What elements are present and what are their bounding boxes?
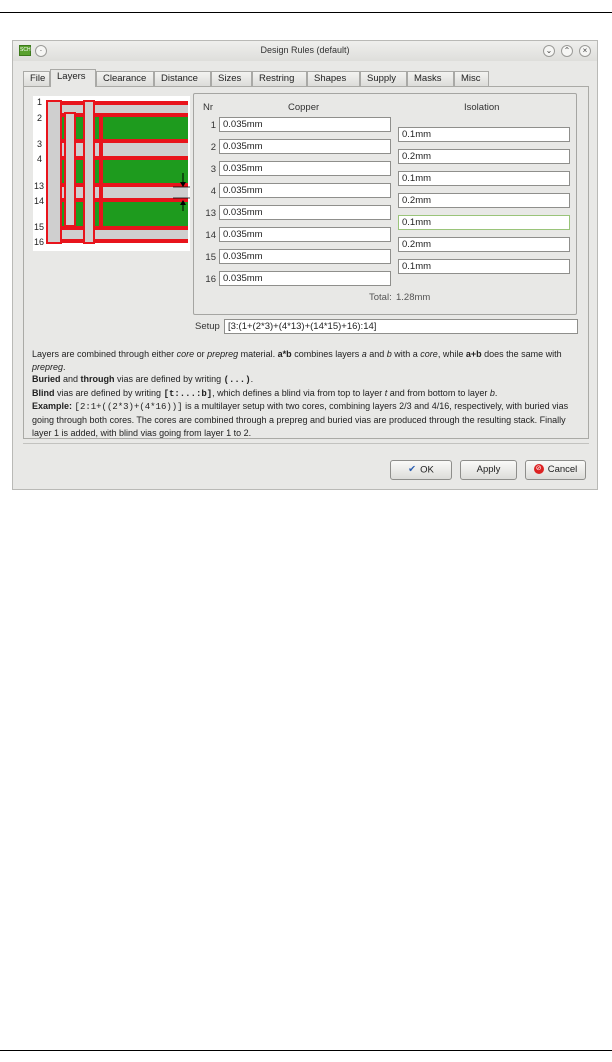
ok-button[interactable] xyxy=(390,460,452,480)
stack-label: 15 xyxy=(34,222,45,232)
tab-misc[interactable]: Misc xyxy=(454,71,489,86)
nr-column-header: Nr xyxy=(203,102,214,113)
isolation-column-header: Isolation xyxy=(464,102,500,113)
apply-button[interactable] xyxy=(460,460,517,480)
window-title: Design Rules (default) xyxy=(260,45,350,55)
layer-stack-diagram xyxy=(33,96,190,251)
layer-nr: 13 xyxy=(205,208,216,219)
copper-thickness-field[interactable]: 0.035mm xyxy=(219,249,391,264)
isolation-thickness-field[interactable]: 0.1mm xyxy=(398,215,570,230)
cancel-icon: ⊘ xyxy=(534,464,544,474)
isolation-thickness-field[interactable]: 0.1mm xyxy=(398,127,570,142)
window-menu-button[interactable]: · xyxy=(35,45,47,57)
isolation-thickness-field[interactable]: 0.1mm xyxy=(398,171,570,186)
stack-label: 2 xyxy=(37,113,43,123)
tab-file[interactable]: File xyxy=(23,71,50,86)
cancel-button[interactable] xyxy=(525,460,586,480)
help-paragraph-buried: Buried and through vias are defined by writing (...). xyxy=(32,374,254,386)
page-bottom-rule xyxy=(0,1050,612,1051)
stack-label: 13 xyxy=(34,181,45,191)
layer-stack-graphic xyxy=(33,96,190,251)
tab-shapes[interactable]: Shapes xyxy=(307,71,360,86)
copper-thickness-field[interactable]: 0.035mm xyxy=(219,161,391,176)
setup-input[interactable]: [3:(1+(2*3)+(4*13)+(14*15)+16):14] xyxy=(224,319,578,334)
copper-thickness-field[interactable]: 0.035mm xyxy=(219,227,391,242)
total-value: 1.28mm xyxy=(396,292,431,303)
stack-label: 1 xyxy=(37,97,43,107)
help-paragraph-example: Example: [2:1+((2*3)+(4*16))] is a multilayer setup with two cores, combining layers 2/3 and 4/16, respectively, with buried vias going through both cores. The cores are combined through a prepreg and buried vias are produced through the resulting stack. Finally layer 1 is added, with blind vias going from layer 1 to 2. xyxy=(32,401,569,438)
copper-thickness-field[interactable]: 0.035mm xyxy=(219,271,391,286)
app-icon: SCH xyxy=(19,45,31,56)
help-text xyxy=(32,348,587,439)
ok-label: OK xyxy=(420,464,434,476)
copper-thickness-field[interactable]: 0.035mm xyxy=(219,205,391,220)
stack-label: 16 xyxy=(34,237,45,247)
tab-masks[interactable]: Masks xyxy=(407,71,454,86)
layers-group xyxy=(193,93,577,315)
tab-restring[interactable]: Restring xyxy=(252,71,307,86)
isolation-thickness-field[interactable]: 0.2mm xyxy=(398,193,570,208)
stack-label: 14 xyxy=(34,196,45,206)
tab-sizes[interactable]: Sizes xyxy=(211,71,252,86)
apply-label: Apply xyxy=(476,464,501,475)
layer-nr: 3 xyxy=(210,164,216,175)
tab-layers[interactable]: Layers xyxy=(50,69,96,87)
total-label: Total: xyxy=(369,292,392,303)
copper-thickness-field[interactable]: 0.035mm xyxy=(219,117,391,132)
maximize-button[interactable]: ⌃ xyxy=(561,45,573,57)
layer-nr: 16 xyxy=(205,274,216,285)
help-paragraph-layers: Layers are combined through either core or prepreg material. a*b combines layers a and b with a core, while a+b does the same with prepreg. xyxy=(32,349,562,372)
isolation-thickness-field[interactable]: 0.2mm xyxy=(398,149,570,164)
layer-nr: 4 xyxy=(210,186,216,197)
cancel-label: Cancel xyxy=(547,464,578,475)
isolation-thickness-field[interactable]: 0.2mm xyxy=(398,237,570,252)
tab-supply[interactable]: Supply xyxy=(360,71,407,86)
page-top-rule xyxy=(0,12,612,13)
layer-nr: 1 xyxy=(210,120,216,131)
copper-thickness-field[interactable]: 0.035mm xyxy=(219,183,391,198)
layer-nr: 15 xyxy=(205,252,216,263)
copper-column-header: Copper xyxy=(288,102,320,113)
setup-label: Setup xyxy=(195,321,220,332)
layer-nr: 2 xyxy=(210,142,216,153)
close-button[interactable]: × xyxy=(579,45,591,57)
tab-distance[interactable]: Distance xyxy=(154,71,211,86)
minimize-button[interactable]: ⌄ xyxy=(543,45,555,57)
copper-thickness-field[interactable]: 0.035mm xyxy=(219,139,391,154)
stack-label: 3 xyxy=(37,139,43,149)
stack-label: 4 xyxy=(37,154,43,164)
title-bar[interactable] xyxy=(13,41,597,61)
help-paragraph-blind: Blind vias are defined by writing [t:...:b], which defines a blind via from top to layer t and from bottom to layer b. xyxy=(32,387,498,399)
design-rules-window xyxy=(12,40,598,490)
checkmark-icon: ✔ xyxy=(408,464,417,475)
layer-nr: 14 xyxy=(205,230,216,241)
tab-clearance[interactable]: Clearance xyxy=(96,71,154,86)
button-separator xyxy=(23,443,589,444)
isolation-thickness-field[interactable]: 0.1mm xyxy=(398,259,570,274)
